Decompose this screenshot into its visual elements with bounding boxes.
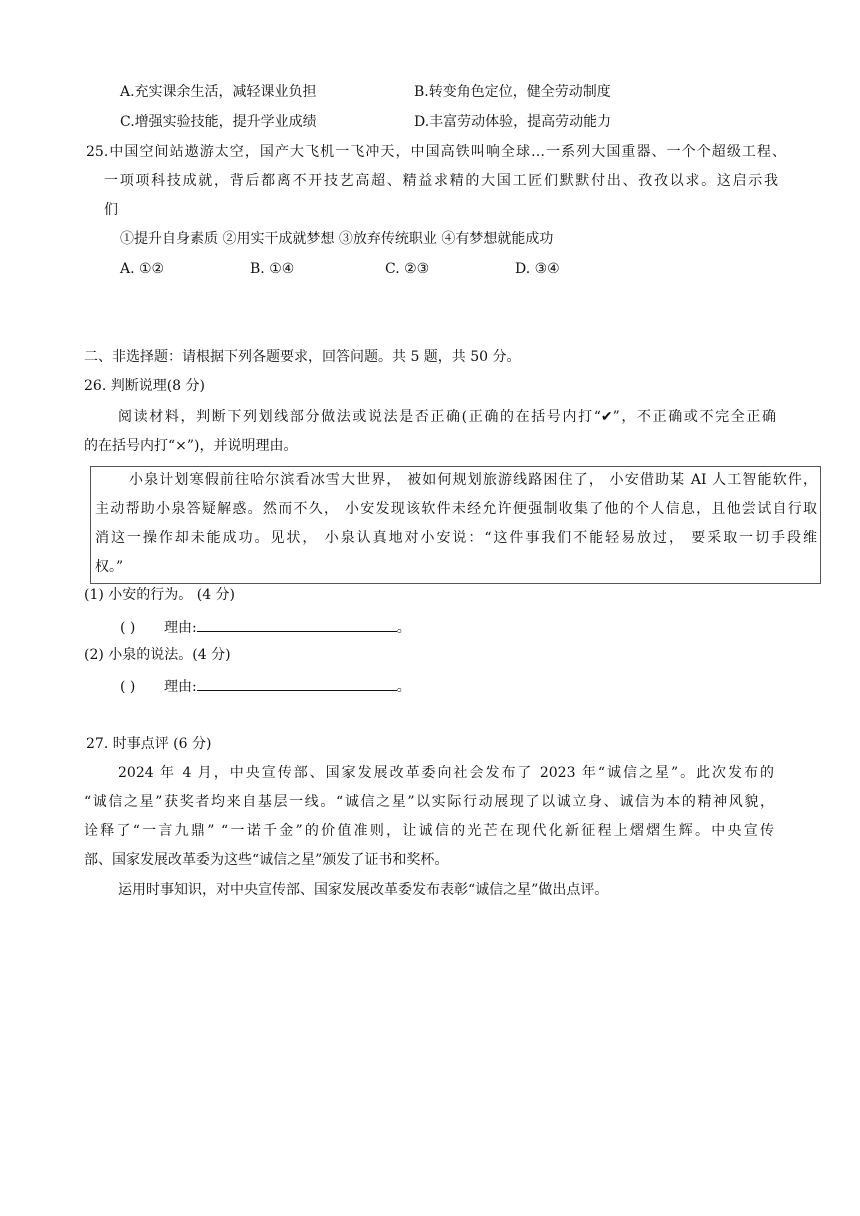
q25-statements: ①提升自身素质 ②用实干成就梦想 ③放弃传统职业 ④有梦想就能成功 — [120, 231, 554, 247]
q27-para-line3: 诠释了“一言九鼎” “一诺千金”的价值准则，让诚信的光芒在现代化新征程上熠熠生辉。中央宣传 — [84, 823, 774, 839]
q27-para-line2: “诚信之星”获奖者均来自基层一线。“诚信之星”以实际行动展现了以诚立身、诚信为本的精神风貌， — [84, 794, 774, 810]
q26-material-box — [90, 466, 821, 584]
q27-title: 27. 时事点评 (6 分) — [86, 736, 212, 752]
q26-instruction-line1: 阅读材料，判断下列划线部分做法或说法是否正确(正确的在括号内打“✔”，不正确或不完全正确 — [118, 409, 776, 425]
q26-sub1-judgment-parens[interactable]: ( ) — [120, 620, 136, 636]
q26-sub1-period: 。 — [396, 620, 411, 636]
q27-para-line1: 2024 年 4 月，中央宣传部、国家发展改革委向社会发布了 2023 年“诚信之星”。此次发布的 — [118, 765, 774, 781]
q27-task: 运用时事知识，对中央宣传部、国家发展改革委发布表彰“诚信之星”做出点评。 — [118, 882, 609, 898]
q25-stem-line2: 一项项科技成就，背后都离不开技艺高超、精益求精的大国工匠们默默付出、孜孜以求。这启示我 — [104, 173, 778, 189]
q25-stem-line3: 们 — [104, 202, 118, 218]
section-2-title: 二、非选择题：请根据下列各题要求，回答问题。共 5 题，共 50 分。 — [84, 349, 521, 365]
q24-option-a: A.充实课余生活，减轻课业负担 — [120, 84, 317, 100]
q24-option-d: D.丰富劳动体验，提高劳动能力 — [414, 114, 612, 130]
q26-material-line3: 消这一操作却未能成功。见状， 小泉认真地对小安说：“这件事我们不能轻易放过， 要采取一切手段维 — [95, 530, 817, 546]
q26-material-line4: 权。” — [95, 559, 124, 575]
q26-sub2-label: (2) 小泉的说法。(4 分) — [84, 647, 231, 663]
q25-stem-line1: 25.中国空间站遨游太空，国产大飞机一飞冲天，中国高铁叫响全球…一系列大国重器、一个个超级工程、 — [86, 144, 786, 160]
q26-material-line1: 小泉计划寒假前往哈尔滨看冰雪大世界， 被如何规划旅游线路困住了， 小安借助某 AI 人工智能软件， — [129, 472, 817, 488]
q26-sub2-judgment-parens[interactable]: ( ) — [120, 679, 136, 695]
q25-option-d: D. ③④ — [515, 261, 560, 277]
q24-option-b: B.转变角色定位，健全劳动制度 — [414, 84, 611, 100]
q25-option-c: C. ②③ — [385, 261, 430, 277]
q26-sub1-reason-blank[interactable] — [197, 616, 397, 632]
q26-sub1-reason-label: 理由: — [164, 620, 197, 636]
q26-material-line2: 主动帮助小泉答疑解惑。然而不久， 小安发现该软件未经允许便强制收集了他的个人信息，且他尝试自行取 — [95, 501, 817, 517]
q26-title: 26. 判断说理(8 分) — [84, 378, 205, 394]
q26-sub2-reason-blank[interactable] — [197, 675, 397, 691]
q26-sub2-answer-row — [120, 675, 411, 697]
q26-sub1-label: (1) 小安的行为。 (4 分) — [84, 587, 236, 603]
q25-option-b: B. ①④ — [250, 261, 295, 277]
q26-sub2-period: 。 — [396, 679, 411, 695]
q26-sub2-reason-label: 理由: — [164, 679, 197, 695]
q27-para-line4: 部、国家发展改革委为这些“诚信之星”颁发了证书和奖杯。 — [84, 852, 449, 868]
q26-instruction-line2: 的在括号内打“×”)，并说明理由。 — [84, 438, 298, 454]
q25-option-a: A. ①② — [120, 261, 165, 277]
q24-option-c: C.增强实验技能，提升学业成绩 — [120, 114, 317, 130]
q26-sub1-answer-row — [120, 616, 411, 638]
